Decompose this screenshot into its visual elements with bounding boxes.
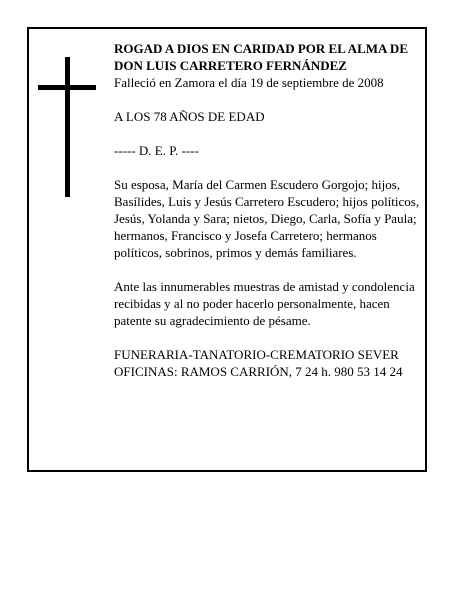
funeral-home-contact: OFICINAS: RAMOS CARRIÓN, 7 24 h. 980 53 14 24 — [114, 364, 403, 379]
obituary-text — [114, 40, 420, 380]
cross-vertical-bar — [65, 57, 70, 197]
deceased-name: DON LUIS CARRETERO FERNÁNDEZ — [114, 58, 347, 73]
gratitude-paragraph: Ante las innumerables muestras de amistad y condolencia recibidas y al no poder hacerlo personalmente, hacen patente su agradecimiento de pésame. — [114, 279, 415, 328]
rip-line: ----- D. E. P. ---- — [114, 143, 199, 158]
cross-icon — [38, 57, 96, 197]
family-paragraph: Su esposa, María del Carmen Escudero Gorgojo; hijos, Basílides, Luis y Jesús Carretero Escudero; hijos políticos, Jesús, Yolanda y Sara; nietos, Diego, Carla, Sofía y Paula; hermanos, Francisco y Josefa Carretero; hermanos políticos, sobrinos, primos y demás familiares. — [114, 177, 420, 260]
heading-prayer: ROGAD A DIOS EN CARIDAD POR EL ALMA DE — [114, 41, 408, 56]
cross-horizontal-bar — [38, 85, 96, 90]
death-info: Falleció en Zamora el día 19 de septiembre de 2008 — [114, 75, 384, 90]
funeral-home-name: FUNERARIA-TANATORIO-CREMATORIO SEVER — [114, 347, 399, 362]
age-at-death: A LOS 78 AÑOS DE EDAD — [114, 109, 265, 124]
